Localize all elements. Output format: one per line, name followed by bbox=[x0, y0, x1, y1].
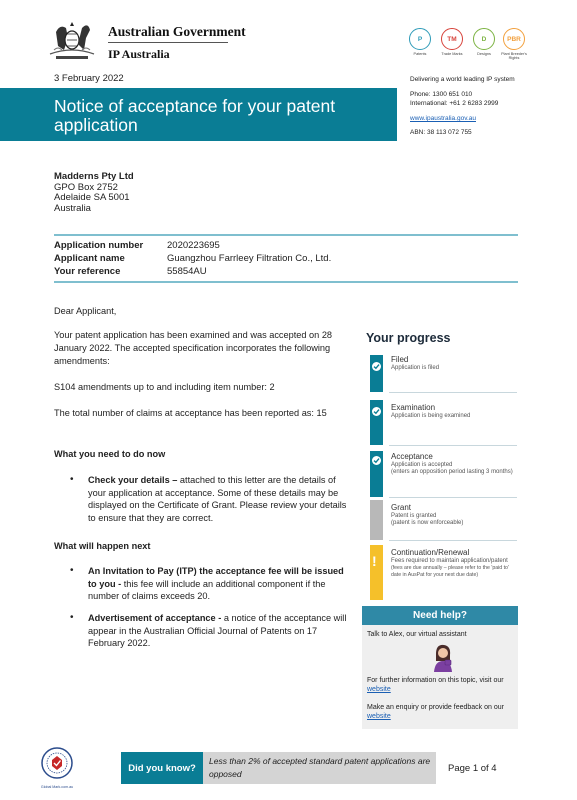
trade-marks-label: Trade Marks bbox=[441, 52, 463, 56]
claims-paragraph: The total number of claims at acceptance has been reported as: 15 bbox=[54, 408, 327, 418]
page-number: Page 1 of 4 bbox=[448, 763, 497, 774]
reference-value: 55854AU bbox=[167, 266, 207, 277]
need-help-header: Need help? bbox=[362, 606, 518, 625]
address-line: Adelaide SA 5001 bbox=[54, 192, 130, 204]
enquiry-text: Make an enquiry or provide feedback on our website bbox=[367, 704, 504, 720]
progress-bar-grant bbox=[370, 500, 383, 540]
address-line: Australia bbox=[54, 202, 91, 214]
progress-step-acceptance: Acceptance Application is accepted (enters an opposition period lasting 3 months) bbox=[391, 452, 513, 476]
progress-step-grant: Grant Patent is granted (patent is now enforceable) bbox=[391, 503, 464, 527]
applicant-name: Guangzhou Farrleey Filtration Co., Ltd. bbox=[167, 253, 332, 264]
bullet-icon: • bbox=[70, 474, 74, 485]
seal-caption: Global Mark.com.au bbox=[40, 785, 74, 789]
progress-step-renewal: Continuation/Renewal Fees required to maintain application/patent (fees are due annually – please refer to the 'paid to' date in AusPat for your next due date) bbox=[391, 548, 509, 578]
website-link[interactable]: website bbox=[367, 686, 391, 693]
tagline: Delivering a world leading IP system bbox=[410, 76, 515, 83]
salutation: Dear Applicant, bbox=[54, 306, 117, 316]
government-title: Australian Government bbox=[108, 24, 246, 39]
pbr-icon: PBR bbox=[503, 28, 525, 50]
bullet-icon: • bbox=[70, 612, 74, 623]
trade-marks-icon: TM bbox=[441, 28, 463, 50]
progress-step-filed: Filed Application is filed bbox=[391, 355, 440, 371]
designs-icon: D bbox=[473, 28, 495, 50]
pbr-label: Plant Breeder's Rights bbox=[501, 52, 527, 61]
section-heading-next: What will happen next bbox=[54, 541, 151, 551]
progress-separator bbox=[389, 540, 517, 541]
abn: ABN: 38 113 072 755 bbox=[410, 129, 472, 136]
coat-of-arms-icon bbox=[44, 20, 100, 62]
reference-label: Your reference bbox=[54, 266, 121, 277]
application-number: 2020223695 bbox=[167, 240, 220, 251]
progress-separator bbox=[389, 497, 517, 498]
section-heading-todo: What you need to do now bbox=[54, 449, 166, 459]
check-icon bbox=[372, 407, 381, 416]
bullet-icon: • bbox=[70, 565, 74, 576]
application-number-label: Application number bbox=[54, 240, 144, 251]
virtual-assistant-avatar[interactable] bbox=[428, 642, 458, 672]
certification-seal-icon bbox=[39, 746, 75, 786]
phone: Phone: 1300 651 010 bbox=[410, 91, 473, 98]
amendments-paragraph: S104 amendments up to and including item number: 2 bbox=[54, 382, 275, 392]
itp-item: An Invitation to Pay (ITP) the acceptance fee will be issued to you - this fee will include an additional component if the number of claims exceeds 20. bbox=[88, 566, 344, 602]
details-top-rule bbox=[54, 234, 518, 236]
addressee-block bbox=[54, 172, 134, 214]
progress-separator bbox=[389, 392, 517, 393]
alert-icon: ! bbox=[372, 553, 377, 569]
patents-label: Patents bbox=[413, 52, 427, 56]
virtual-assistant-text: Talk to Alex, our virtual assistant bbox=[367, 631, 467, 638]
did-you-know-label: Did you know? bbox=[121, 752, 203, 784]
further-info-text: For further information on this topic, visit our website bbox=[367, 677, 504, 693]
header-rule bbox=[108, 42, 228, 43]
international-phone: International: +61 2 6283 2999 bbox=[410, 100, 499, 107]
page-title: Notice of acceptance for your patent application bbox=[54, 96, 336, 135]
address-line: GPO Box 2752 bbox=[54, 181, 118, 193]
check-icon bbox=[372, 456, 381, 465]
applicant-label: Applicant name bbox=[54, 253, 125, 264]
agency-name: IP Australia bbox=[108, 47, 170, 61]
website-link[interactable]: www.ipaustralia.gov.au bbox=[410, 115, 476, 122]
did-you-know-fact: Less than 2% of accepted standard patent applications are opposed bbox=[209, 756, 431, 779]
progress-title: Your progress bbox=[366, 331, 451, 345]
details-bottom-rule bbox=[54, 281, 518, 283]
check-details-item: Check your details – attached to this letter are the details of your application at acceptance. Some of these details may be displayed on the Certificate of Grant. Please review your details to ensure that they are correct. bbox=[88, 475, 347, 523]
acceptance-paragraph: Your patent application has been examined and was accepted on 28 January 2022. The accepted specification incorporates the following amendments: bbox=[54, 330, 333, 367]
feedback-website-link[interactable]: website bbox=[367, 713, 391, 720]
progress-separator bbox=[389, 445, 517, 446]
progress-bar-filed bbox=[370, 355, 383, 392]
check-icon bbox=[372, 362, 381, 371]
addressee-name: Madderns Pty Ltd bbox=[54, 171, 134, 182]
advertisement-item: Advertisement of acceptance - a notice of the acceptance will appear in the Australian Official Journal of Patents on 17 February 2022. bbox=[88, 613, 347, 649]
designs-label: Designs bbox=[477, 52, 491, 56]
application-details bbox=[54, 239, 331, 278]
patents-icon: P bbox=[409, 28, 431, 50]
letter-date: 3 February 2022 bbox=[54, 73, 124, 84]
progress-step-examination: Examination Application is being examined bbox=[391, 403, 471, 419]
